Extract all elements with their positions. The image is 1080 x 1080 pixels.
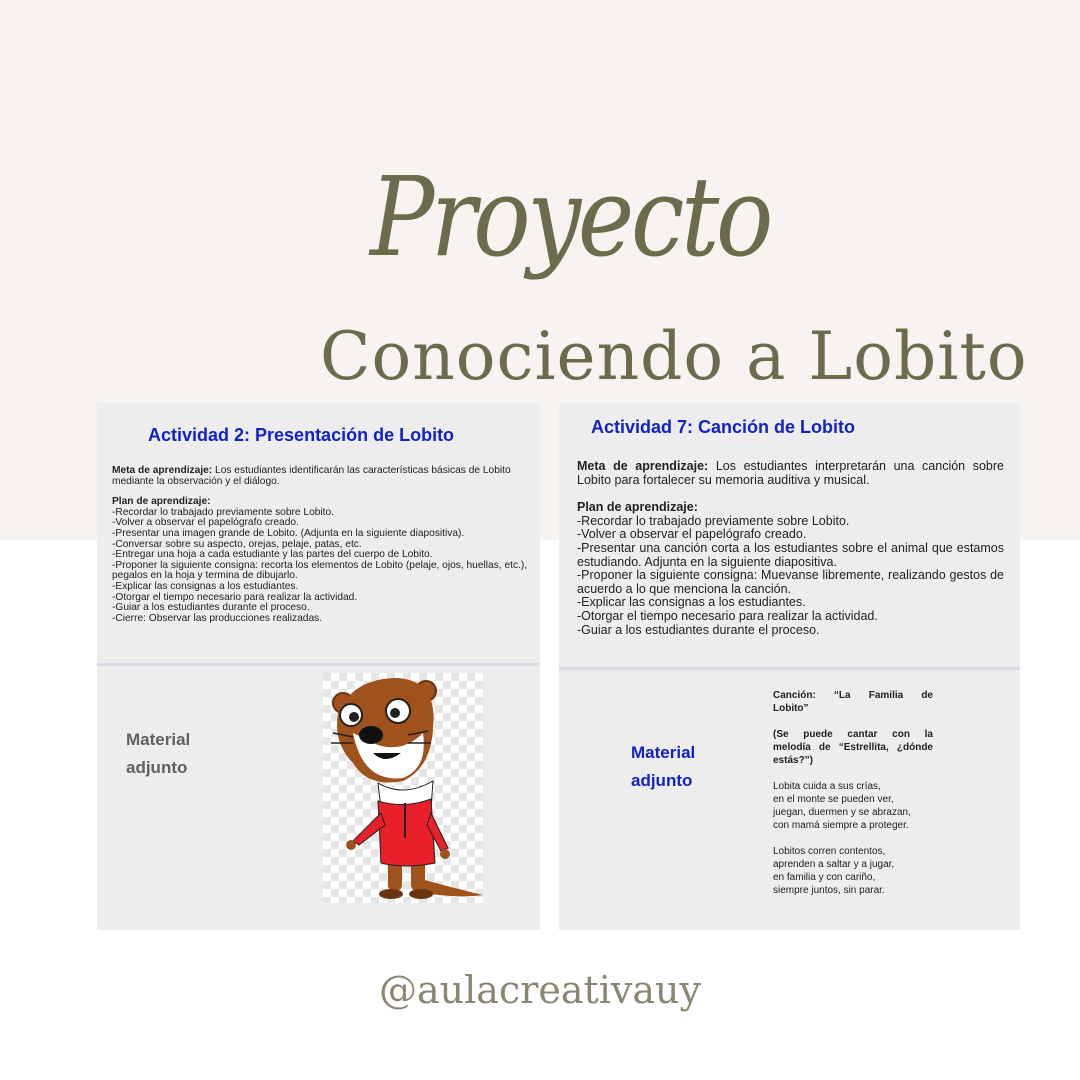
plan-item: -Entregar una hoja a cada estudiante y las partes del cuerpo de Lobito. — [112, 549, 433, 561]
plan-item: -Explicar las consignas a los estudiantes. — [577, 595, 806, 610]
slide-divider — [97, 663, 540, 666]
verse-line: Lobita cuida a sus crías, — [773, 781, 881, 792]
plan-label: Plan de aprendizaje: — [577, 500, 698, 515]
social-handle: @aulacreativauy — [378, 968, 702, 1012]
slide-title: Actividad 7: Canción de Lobito — [591, 417, 856, 437]
plan-item: -Proponer la siguiente consigna: Muevanse libremente, realizando gestos de acuerdo a lo que menciona la canción. — [577, 568, 1004, 596]
verse-line: siempre juntos, sin parar. — [773, 885, 885, 896]
song-note: melodía de “Estrellita, ¿dónde — [773, 742, 933, 753]
meta-label: Meta de aprendizaje: — [577, 459, 709, 473]
material-label — [631, 739, 695, 795]
verse-line: juegan, duermen y se abrazan, — [773, 807, 911, 818]
meta-label: Meta de aprendizaje: — [112, 465, 213, 476]
verse-line: en el monte se pueden ver, — [773, 794, 894, 805]
slide-body — [112, 466, 536, 624]
song-title: Lobito” — [773, 703, 809, 714]
script-title-text: Proyecto — [368, 153, 770, 281]
plan-item: -Otorgar el tiempo necesario para realizar la actividad. — [577, 608, 878, 623]
verse-line: Lobitos corren contentos, — [773, 846, 886, 857]
material-line: Material — [126, 730, 191, 749]
plan-item: -Volver a observar el papelógrafo creado. — [112, 517, 299, 529]
verse-line: aprenden a saltar y a jugar, — [773, 859, 895, 870]
meta-paragraph — [112, 466, 536, 487]
plan-item: -Guiar a los estudiantes durante el proceso. — [112, 602, 310, 614]
slide-body — [577, 460, 1004, 637]
material-line: adjunto — [631, 771, 693, 790]
plan-item: -Guiar a los estudiantes durante el proceso. — [577, 622, 820, 637]
script-title — [360, 105, 780, 335]
plan-item: -Explicar las consignas a los estudiantes. — [112, 580, 299, 592]
plan-item: -Recordar lo trabajado previamente sobre Lobito. — [112, 506, 334, 518]
plan-item: -Presentar una canción corta a los estudiantes sobre el animal que estamos estudiando. Adjunta en la siguiente diapositiva. — [577, 540, 1004, 569]
song-note: (Se puede cantar con la — [773, 729, 933, 740]
plan-item: -Otorgar el tiempo necesario para realizar la actividad. — [112, 591, 358, 603]
plan-item: -Presentar una imagen grande de Lobito. (Adjunta en la siguiente diapositiva). — [112, 527, 465, 539]
plan-item: -Cierre: Observar las producciones realizadas. — [112, 612, 323, 624]
verse-line: con mamá siempre a proteger. — [773, 820, 909, 831]
verse-line: en familia y con cariño, — [773, 872, 876, 883]
meta-text: Los estudiantes interpretarán una canción sobre Lobito para fortalecer su memoria auditiva y musical. — [577, 459, 1005, 487]
slide-activity-7 — [559, 403, 1020, 930]
song-note: estás?”) — [773, 755, 814, 766]
lobito-otter-illustration — [323, 673, 483, 903]
plan-label: Plan de aprendizaje: — [112, 496, 211, 508]
meta-text: Los estudiantes identificarán las características básicas de Lobito mediante la observación y el diálogo. — [112, 465, 511, 487]
slide-title: Actividad 2: Presentación de Lobito — [148, 425, 455, 445]
material-line: Material — [631, 743, 696, 762]
song-lyrics — [773, 689, 933, 897]
plan-item: -Volver a observar el papelógrafo creado. — [577, 527, 807, 542]
plan-item: -Recordar lo trabajado previamente sobre Lobito. — [577, 513, 850, 528]
plan-item: -Proponer la siguiente consigna: recorta los elementos de Lobito (pelaje, ojos, huellas, etc.), pegalos en la hoja y termina de dibujarlo. — [112, 559, 528, 582]
material-line: adjunto — [126, 758, 188, 777]
material-label — [126, 726, 190, 782]
meta-paragraph — [577, 460, 1004, 487]
plan-item: -Conversar sobre su aspecto, orejas, pelaje, patas, etc. — [112, 538, 362, 550]
subtitle: Conociendo a Lobito — [320, 318, 1028, 395]
slide-activity-2 — [97, 403, 540, 930]
song-title: Canción: “La Familia de — [773, 690, 933, 701]
slide-divider — [559, 667, 1020, 670]
